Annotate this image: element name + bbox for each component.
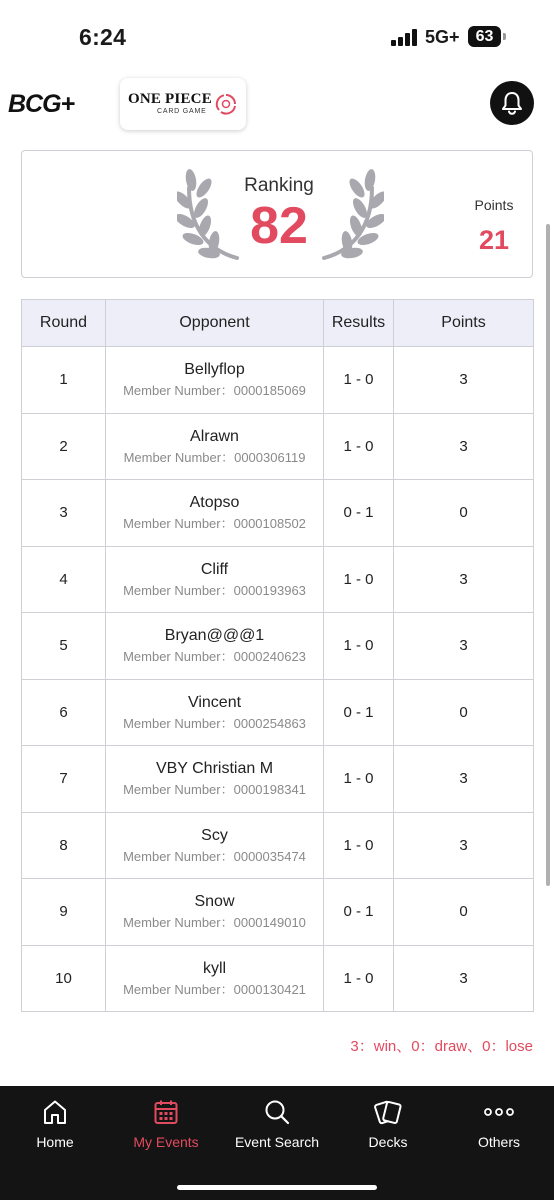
table-row [22, 746, 534, 813]
member-number-prefix: Member Number： [123, 449, 235, 465]
points-cell: 3 [394, 812, 534, 879]
nav-others[interactable] [444, 1086, 554, 1166]
table-row [22, 480, 534, 547]
member-number-value: 0000185069 [233, 383, 306, 399]
opponent-cell [106, 746, 324, 813]
round-cell: 4 [22, 546, 106, 613]
member-number-value: 0000149010 [233, 915, 306, 931]
opponent-cell [106, 879, 324, 946]
result-cell: 1 - 0 [324, 546, 394, 613]
table-row [22, 945, 534, 1012]
member-number [106, 716, 323, 732]
points-cell: 3 [394, 746, 534, 813]
brand-logo[interactable] [8, 88, 104, 118]
result-cell: 1 - 0 [324, 413, 394, 480]
opponent-cell [106, 546, 324, 613]
result-cell: 0 - 1 [324, 480, 394, 547]
opponent-name: Alrawn [190, 427, 239, 445]
member-number-prefix: Member Number： [123, 981, 234, 997]
member-number [106, 782, 323, 798]
member-number-prefix: Member Number： [123, 848, 234, 864]
result-cell: 1 - 0 [324, 746, 394, 813]
points-label: Points [474, 197, 514, 213]
member-number-value: 0000306119 [234, 449, 306, 465]
member-number [106, 516, 323, 532]
member-number [106, 982, 323, 998]
table-row [22, 347, 534, 414]
search-icon [263, 1098, 291, 1126]
result-cell: 0 - 1 [324, 879, 394, 946]
member-number-value: 0000254863 [233, 715, 306, 731]
ranking-card [21, 150, 533, 278]
member-number-prefix: Member Number： [123, 782, 234, 798]
table-row [22, 613, 534, 680]
header-results: Results [324, 300, 394, 347]
bell-icon [501, 91, 523, 115]
nav-home-label: Home [36, 1134, 74, 1150]
battery-icon: 63 [468, 26, 501, 47]
scrollbar[interactable] [546, 224, 550, 886]
opponent-name: Bryan@@@1 [164, 627, 265, 645]
points-value: 21 [478, 225, 510, 255]
header-round: Round [22, 300, 106, 347]
round-cell: 7 [22, 746, 106, 813]
member-number-value: 0000035474 [233, 848, 306, 864]
game-logo-emblem-icon [215, 93, 237, 115]
opponent-cell [106, 413, 324, 480]
opponent-cell [106, 679, 324, 746]
network-label: 5G+ [425, 27, 460, 47]
nav-event-search[interactable] [222, 1086, 332, 1166]
opponent-cell [106, 347, 324, 414]
member-number [106, 450, 323, 466]
round-cell: 10 [22, 945, 106, 1012]
table-row [22, 679, 534, 746]
opponent-name: VBY Christian M [155, 760, 274, 778]
opponent-name: Cliff [200, 560, 229, 578]
header-points: Points [394, 300, 534, 347]
opponent-name: Vincent [187, 693, 242, 711]
opponent-name: kyll [202, 959, 227, 977]
points-cell: 3 [394, 546, 534, 613]
member-number [106, 383, 323, 399]
points-cell: 3 [394, 945, 534, 1012]
member-number [106, 649, 323, 665]
table-row [22, 413, 534, 480]
home-icon [41, 1098, 69, 1126]
points-cell: 0 [394, 679, 534, 746]
round-cell: 8 [22, 812, 106, 879]
status-time: 6:24 [79, 24, 127, 50]
nav-others-label: Others [477, 1134, 520, 1150]
notification-button[interactable] [490, 81, 534, 125]
bottom-nav [0, 1086, 554, 1200]
opponent-cell [106, 613, 324, 680]
opponent-cell [106, 480, 324, 547]
member-number-value: 0000108502 [233, 516, 306, 532]
signal-icon [391, 28, 419, 46]
points-cell: 0 [394, 480, 534, 547]
header-opponent: Opponent [106, 300, 324, 347]
result-cell: 1 - 0 [324, 812, 394, 879]
result-cell: 1 - 0 [324, 613, 394, 680]
opponent-name: Snow [194, 893, 235, 911]
opponent-cell [106, 945, 324, 1012]
calendar-icon [152, 1098, 180, 1126]
round-cell: 5 [22, 613, 106, 680]
opponent-name: Atopso [189, 494, 240, 512]
nav-decks[interactable] [333, 1086, 443, 1166]
points-cell: 0 [394, 879, 534, 946]
nav-decks-label: Decks [368, 1134, 408, 1150]
member-number [106, 583, 323, 599]
points-cell: 3 [394, 613, 534, 680]
points-legend: 3：win、0：draw、0：lose [350, 1038, 533, 1055]
nav-my-events-label: My Events [133, 1134, 199, 1150]
round-cell: 3 [22, 480, 106, 547]
table-body [22, 347, 534, 1012]
member-number [106, 915, 323, 931]
member-number-prefix: Member Number： [123, 383, 234, 399]
cards-icon [373, 1098, 403, 1126]
table-row [22, 879, 534, 946]
results-table [21, 299, 534, 1012]
home-indicator [177, 1185, 377, 1190]
member-number-value: 0000240623 [233, 649, 306, 665]
member-number-value: 0000130421 [233, 981, 306, 997]
opponent-name: Scy [201, 826, 228, 844]
game-logo[interactable] [120, 78, 246, 130]
member-number-prefix: Member Number： [123, 516, 234, 532]
table-row [22, 546, 534, 613]
battery-tip [503, 33, 506, 40]
more-icon [483, 1098, 515, 1126]
game-logo-title: ONE PIECE [128, 91, 212, 107]
member-number-prefix: Member Number： [123, 649, 234, 665]
member-number-value: 0000193963 [233, 582, 306, 598]
points-cell: 3 [394, 347, 534, 414]
member-number-value: 0000198341 [233, 782, 306, 798]
result-cell: 1 - 0 [324, 347, 394, 414]
opponent-cell [106, 812, 324, 879]
svg-text:BCG+: BCG+ [8, 90, 75, 118]
member-number [106, 849, 323, 865]
nav-event-search-label: Event Search [234, 1134, 320, 1150]
round-cell: 1 [22, 347, 106, 414]
round-cell: 9 [22, 879, 106, 946]
round-cell: 2 [22, 413, 106, 480]
member-number-prefix: Member Number： [123, 715, 234, 731]
nav-my-events[interactable] [111, 1086, 221, 1166]
table-row [22, 812, 534, 879]
member-number-prefix: Member Number： [123, 582, 234, 598]
round-cell: 6 [22, 679, 106, 746]
result-cell: 1 - 0 [324, 945, 394, 1012]
opponent-name: Bellyflop [184, 361, 245, 379]
member-number-prefix: Member Number： [123, 915, 234, 931]
game-logo-subtitle: CARD GAME [157, 108, 207, 115]
table-header-row [22, 300, 534, 347]
ranking-label: Ranking [244, 175, 314, 196]
status-bar [0, 0, 554, 70]
ranking-value: 82 [250, 197, 308, 255]
points-cell: 3 [394, 413, 534, 480]
nav-home[interactable] [0, 1086, 110, 1166]
result-cell: 0 - 1 [324, 679, 394, 746]
